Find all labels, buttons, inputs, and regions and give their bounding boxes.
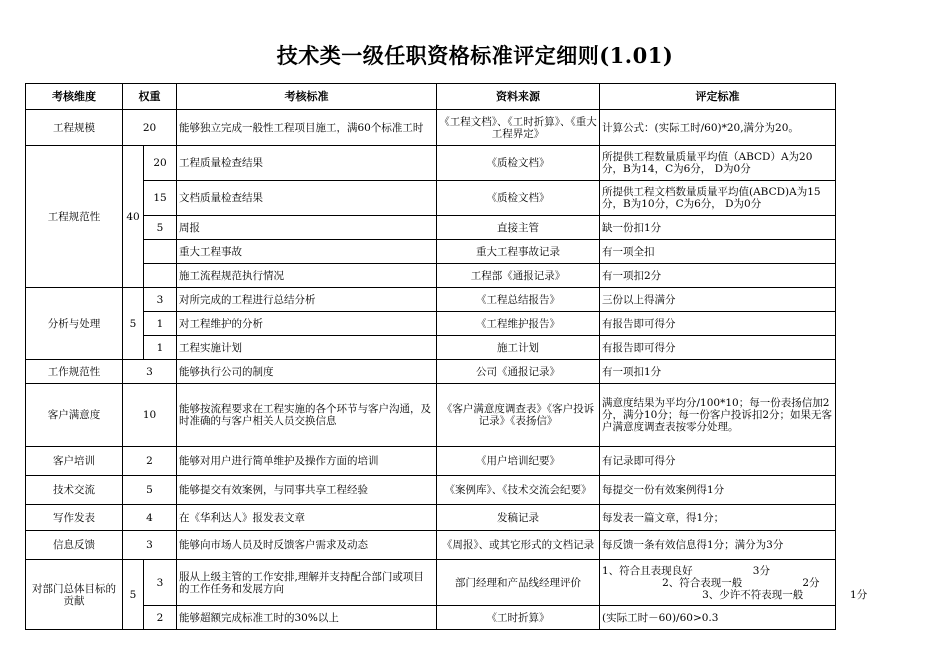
table-header-row	[26, 84, 836, 110]
table-row	[26, 264, 836, 288]
criteria-cell: 所提供工程数量质量平均值（ABCD）A为20分，B为14，C为6分， D为0分	[600, 146, 836, 181]
criteria-cell: 每提交一份有效案例得1分	[600, 476, 836, 505]
standard-cell: 周报	[177, 216, 437, 240]
weight-cell: 20	[123, 110, 177, 146]
subweight-cell: 3	[144, 288, 177, 312]
dimension-cell: 技术交流	[26, 476, 123, 505]
standard-cell: 施工流程规范执行情况	[177, 264, 437, 288]
criteria-cell: (实际工时－60)/60>0.3	[600, 606, 836, 630]
criteria-cell: 每反馈一条有效信息得1分；满分为3分	[600, 531, 836, 560]
table-row	[26, 606, 836, 630]
weight-cell: 5	[123, 476, 177, 505]
table-row	[26, 560, 836, 606]
header-criteria: 评定标准	[600, 84, 836, 110]
dimension-cell: 分析与处理	[26, 288, 123, 360]
criteria-cell	[600, 560, 868, 606]
source-cell: 部门经理和产品线经理评价	[437, 560, 600, 606]
source-cell: 公司《通报记录》	[437, 360, 600, 384]
standard-cell: 能够对用户进行简单维护及操作方面的培训	[177, 447, 437, 476]
header-dimension: 考核维度	[26, 84, 123, 110]
header-source: 资料来源	[437, 84, 600, 110]
weight-cell: 4	[123, 505, 177, 531]
source-cell: 《周报》、或其它形式的文档记录	[437, 531, 600, 560]
subweight-cell: 2	[144, 606, 177, 630]
criteria-cell: 有报告即可得分	[600, 336, 836, 360]
subweight-cell	[144, 264, 177, 288]
table-row	[26, 531, 836, 560]
criteria-line: 2、符合表现一般 2分	[602, 576, 820, 589]
dimension-cell: 客户培训	[26, 447, 123, 476]
subweight-cell: 20	[144, 146, 177, 181]
standard-cell: 工程质量检查结果	[177, 146, 437, 181]
standard-cell: 能够独立完成一般性工程项目施工，满60个标准工时	[177, 110, 437, 146]
page-title: 技术类一级任职资格标准评定细则(1.01)	[276, 43, 674, 68]
criteria-line: 1、符合且表现良好 3分	[602, 564, 770, 577]
weight-cell: 10	[123, 384, 177, 447]
dimension-cell: 工程规模	[26, 110, 123, 146]
source-cell: 《工程总结报告》	[437, 288, 600, 312]
criteria-cell: 三份以上得满分	[600, 288, 836, 312]
source-cell: 《工程文档》、《工时折算》、《重大工程界定》	[437, 110, 600, 146]
dimension-cell: 信息反馈	[26, 531, 123, 560]
weight-cell: 5	[123, 288, 144, 360]
source-cell: 《案例库》、《技术交流会纪要》	[437, 476, 600, 505]
table-row	[26, 476, 836, 505]
weight-cell: 5	[123, 560, 144, 630]
table-row	[26, 447, 836, 476]
table-row	[26, 288, 836, 312]
dimension-cell: 写作发表	[26, 505, 123, 531]
table-row	[26, 146, 836, 181]
criteria-cell: 每发表一篇文章，得1分；	[600, 505, 836, 531]
criteria-cell: 满意度结果为平均分/100*10；每一份表扬信加2分，满分10分；每一份客户投诉扣2分；如果无客户满意度调查表按零分处理。	[600, 384, 836, 447]
table-row	[26, 181, 836, 216]
table-row	[26, 384, 836, 447]
criteria-cell: 有报告即可得分	[600, 312, 836, 336]
table-row	[26, 505, 836, 531]
header-weight: 权重	[123, 84, 177, 110]
criteria-cell: 计算公式：(实际工时/60)*20,满分为20。	[600, 110, 836, 146]
source-cell: 《客户满意度调查表》《客户投诉记录》《表扬信》	[437, 384, 600, 447]
subweight-cell: 1	[144, 336, 177, 360]
dimension-cell: 对部门总体目标的贡献	[26, 560, 123, 630]
dimension-cell: 工作规范性	[26, 360, 123, 384]
subweight-cell	[144, 240, 177, 264]
source-cell: 《质检文档》	[437, 146, 600, 181]
subweight-cell: 3	[144, 560, 177, 606]
subweight-cell: 15	[144, 181, 177, 216]
weight-cell: 3	[123, 531, 177, 560]
criteria-cell: 有一项扣1分	[600, 360, 836, 384]
standard-cell: 文档质量检查结果	[177, 181, 437, 216]
standard-cell: 对所完成的工程进行总结分析	[177, 288, 437, 312]
source-cell: 重大工程事故记录	[437, 240, 600, 264]
dimension-cell: 工程规范性	[26, 146, 123, 288]
criteria-table	[25, 83, 868, 630]
standard-cell: 在《华利达人》报发表文章	[177, 505, 437, 531]
source-cell: 施工计划	[437, 336, 600, 360]
standard-cell: 能够执行公司的制度	[177, 360, 437, 384]
weight-cell: 40	[123, 146, 144, 288]
source-cell: 工程部《通报记录》	[437, 264, 600, 288]
weight-cell: 3	[123, 360, 177, 384]
weight-cell: 2	[123, 447, 177, 476]
criteria-cell: 有一项扣2分	[600, 264, 836, 288]
source-cell: 《工程维护报告》	[437, 312, 600, 336]
source-cell: 《用户培训纪要》	[437, 447, 600, 476]
criteria-cell: 有一项全扣	[600, 240, 836, 264]
table-row	[26, 216, 836, 240]
standard-cell: 重大工程事故	[177, 240, 437, 264]
source-cell: 《工时折算》	[437, 606, 600, 630]
table-row	[26, 312, 836, 336]
subweight-cell: 5	[144, 216, 177, 240]
table-row	[26, 110, 836, 146]
source-cell: 直接主管	[437, 216, 600, 240]
standard-cell: 能够向市场人员及时反馈客户需求及动态	[177, 531, 437, 560]
source-cell: 《质检文档》	[437, 181, 600, 216]
table-row	[26, 240, 836, 264]
table-row	[26, 360, 836, 384]
criteria-line: 3、少许不符表现一般 1分	[602, 588, 868, 601]
criteria-cell: 缺一份扣1分	[600, 216, 836, 240]
standard-cell: 能够按流程要求在工程实施的各个环节与客户沟通，及时准确的与客户相关人员交换信息	[177, 384, 437, 447]
dimension-cell: 客户满意度	[26, 384, 123, 447]
table-row	[26, 336, 836, 360]
standard-cell: 服从上级主管的工作安排,理解并支持配合部门或项目的工作任务和发展方向	[177, 560, 437, 606]
subweight-cell: 1	[144, 312, 177, 336]
header-standard: 考核标准	[177, 84, 437, 110]
standard-cell: 对工程维护的分析	[177, 312, 437, 336]
criteria-cell: 有记录即可得分	[600, 447, 836, 476]
standard-cell: 工程实施计划	[177, 336, 437, 360]
standard-cell: 能够超额完成标准工时的30%以上	[177, 606, 437, 630]
source-cell: 发稿记录	[437, 505, 600, 531]
standard-cell: 能够提交有效案例，与同事共享工程经验	[177, 476, 437, 505]
criteria-cell: 所提供工程文档数量质量平均值(ABCD)A为15分，B为10分，C为6分， D为0分	[600, 181, 836, 216]
